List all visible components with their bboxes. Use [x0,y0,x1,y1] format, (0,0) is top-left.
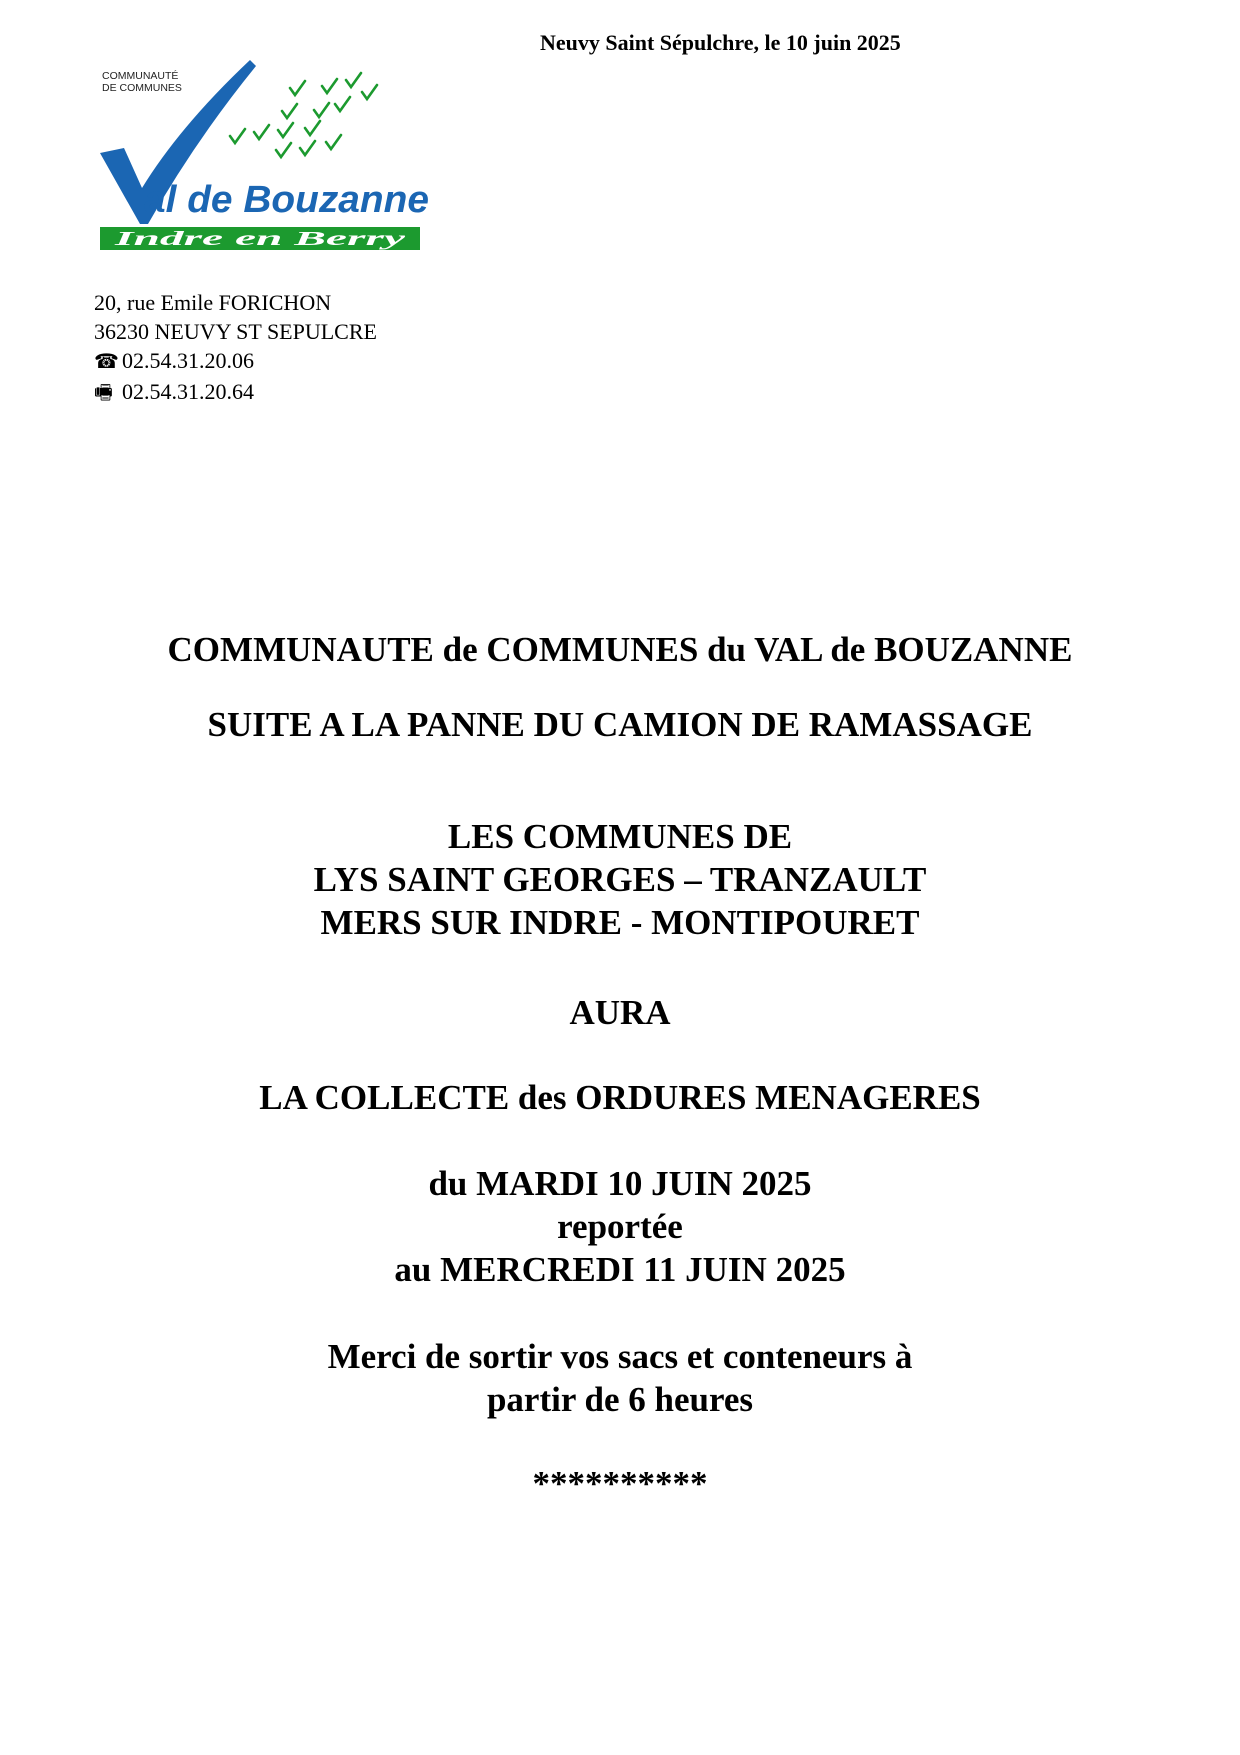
logo-banner-text: Indre en Berry [112,228,406,250]
collection-block [0,1076,1240,1119]
sender-address [94,288,377,408]
postponed-text: reportée [557,1207,683,1246]
document-date: Neuvy Saint Sépulchre, le 10 juin 2025 [540,30,901,55]
notice-verb: AURA [569,993,671,1032]
separator-block [0,1462,1240,1505]
logo-text-communes: DE COMMUNES [102,82,182,94]
communes-line-2: MERS SUR INDRE - MONTIPOURET [320,903,920,942]
address-street: 20, rue Emile FORICHON [94,290,332,315]
fax-number: 02.54.31.20.64 [122,379,254,404]
verb-block [0,991,1240,1034]
phone-icon: ☎ [94,351,119,373]
logo-text-communaute: COMMUNAUTÉ [102,70,179,82]
date-from: du MARDI 10 JUIN 2025 [428,1164,812,1203]
communes-line-1: LYS SAINT GEORGES – TRANZAULT [313,860,927,899]
notice-subtitle: SUITE A LA PANNE DU CAMION DE RAMASSAGE [207,705,1033,744]
phone-number: 02.54.31.20.06 [122,348,254,373]
dates-block [0,1162,1240,1291]
instructions-block [0,1335,1240,1421]
communes-block [0,815,1240,944]
instructions-line-1: Merci de sortir vos sacs et conteneurs à [327,1337,913,1376]
logo-checkmarks [230,73,377,157]
val-de-bouzanne-logo [90,56,435,256]
phone-line [94,346,377,377]
instructions-line-2: partir de 6 heures [486,1380,754,1419]
communes-intro: LES COMMUNES DE [447,817,793,856]
notice-title-block [0,628,1240,671]
fax-line [94,377,377,408]
notice-title: COMMUNAUTE de COMMUNES du VAL de BOUZANNE [167,630,1073,669]
fax-icon: 🖷 [94,382,113,404]
logo-name-text: al de Bouzanne [144,179,429,221]
address-city: 36230 NEUVY ST SEPULCRE [94,319,377,344]
date-to: au MERCREDI 11 JUIN 2025 [394,1250,846,1289]
notice-collection: LA COLLECTE des ORDURES MENAGERES [259,1078,981,1117]
separator-stars: ********** [532,1464,708,1503]
notice-subtitle-block [0,703,1240,746]
